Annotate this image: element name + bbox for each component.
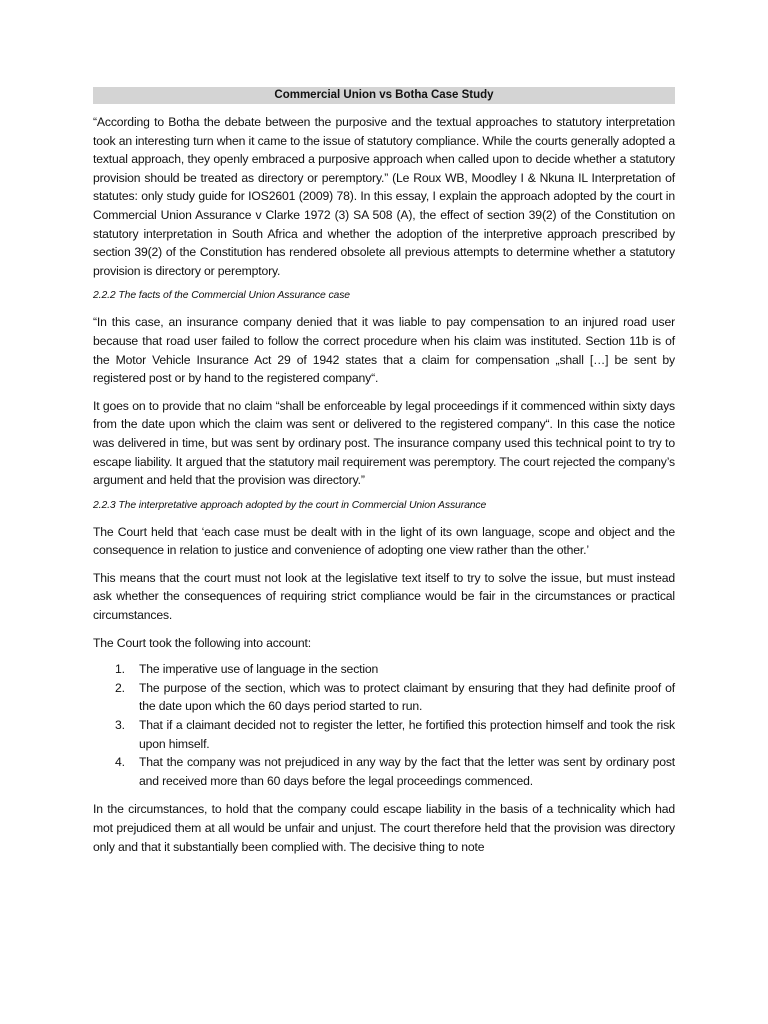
list-item [93,716,675,753]
list-item-number: 2. [115,680,125,695]
approach-paragraph-1: The Court held that ‘each case must be dealt with in the light of its own language, scope and object and the consequence in relation to justice and convenience of adopting one view rather than the other.’ [93,524,675,558]
account-intro: The Court took the following into account: [93,635,311,650]
list-item-number: 4. [115,755,125,770]
factors-list [93,660,675,790]
facts-paragraph-1: “In this case, an insurance company denied that it was liable to pay compensation to an injured road user because that road user failed to follow the correct procedure when his claim was instituted. Section 11b is of the Motor Vehicle Insurance Act 29 of 1942 states that a claim for compensation „shall […] be sent by registered post or by hand to the registered company“. [93,315,675,386]
intro-paragraph: “According to Botha the debate between the purposive and the textual approaches to statutory interpretation took an interesting turn when it came to the issue of statutory compliance. While the courts generally adopted a textual approach, they openly embraced a purposive approach when called upon to decide whether a statutory provision should be treated as directory or peremptory.” (Le Roux WB, Moodley I & Nkuna IL Interpretation of statutes: only study guide for IOS2601 (2009) 78). In this essay, I explain the approach adopted by the court in Commercial Union Assurance v Clarke 1972 (3) SA 508 (A), the effect of section 39(2) of the Constitution on statutory interpretation in South Africa and whether the adoption of the interpretive approach prescribed by section 39(2) of the Constitution has rendered obsolete all previous attempts to determine whether a statutory provision is directory or peremptory. [93,115,675,278]
list-item-text: The purpose of the section, which was to protect claimant by ensuring that they had definite proof of the date upon which the 60 days period started to run. [139,680,675,714]
list-item-text: That if a claimant decided not to register the letter, he fortified this protection himself and took the risk upon himself. [139,718,675,751]
conclusion-paragraph: In the circumstances, to hold that the company could escape liability in the basis of a technicality which had mot prejudiced them at all would be unfair and unjust. The court therefore held that the provision was directory only and that it substantially been complied with. The decisive thing to note [93,802,675,854]
list-item-text: The imperative use of language in the section [139,662,379,677]
list-item-number: 3. [115,718,125,733]
document-page [93,87,675,865]
approach-paragraph-2: This means that the court must not look at the legislative text itself to try to solve the issue, but must instead ask whether the consequences of requiring strict compliance would be fair in the circumstances or practical circumstances. [93,570,675,623]
list-item [93,753,675,790]
list-item-number: 1. [115,662,125,677]
section-heading-facts: 2.2.2 The facts of the Commercial Union Assurance case [93,290,350,302]
section-heading-approach: 2.2.3 The interpretative approach adopted by the court in Commercial Union Assurance [93,499,487,511]
facts-paragraph-2: It goes on to provide that no claim “shall be enforceable by legal proceedings if it commenced within sixty days from the date upon which the claim was sent or delivered to the registered company“. In this case the notice was delivered in time, but was sent by ordinary post. The insurance company used this technical point to try to escape liability. It argued that the statutory mail requirement was peremptory. The court rejected the company’s argument and held that the provision was directory.” [93,398,675,488]
list-item-text: That the company was not prejudiced in any way by the fact that the letter was sent by ordinary post and received more than 60 days before the legal proceedings commenced. [139,755,675,788]
list-item [93,660,675,679]
list-item [93,679,675,716]
document-title: Commercial Union vs Botha Case Study [93,87,675,104]
